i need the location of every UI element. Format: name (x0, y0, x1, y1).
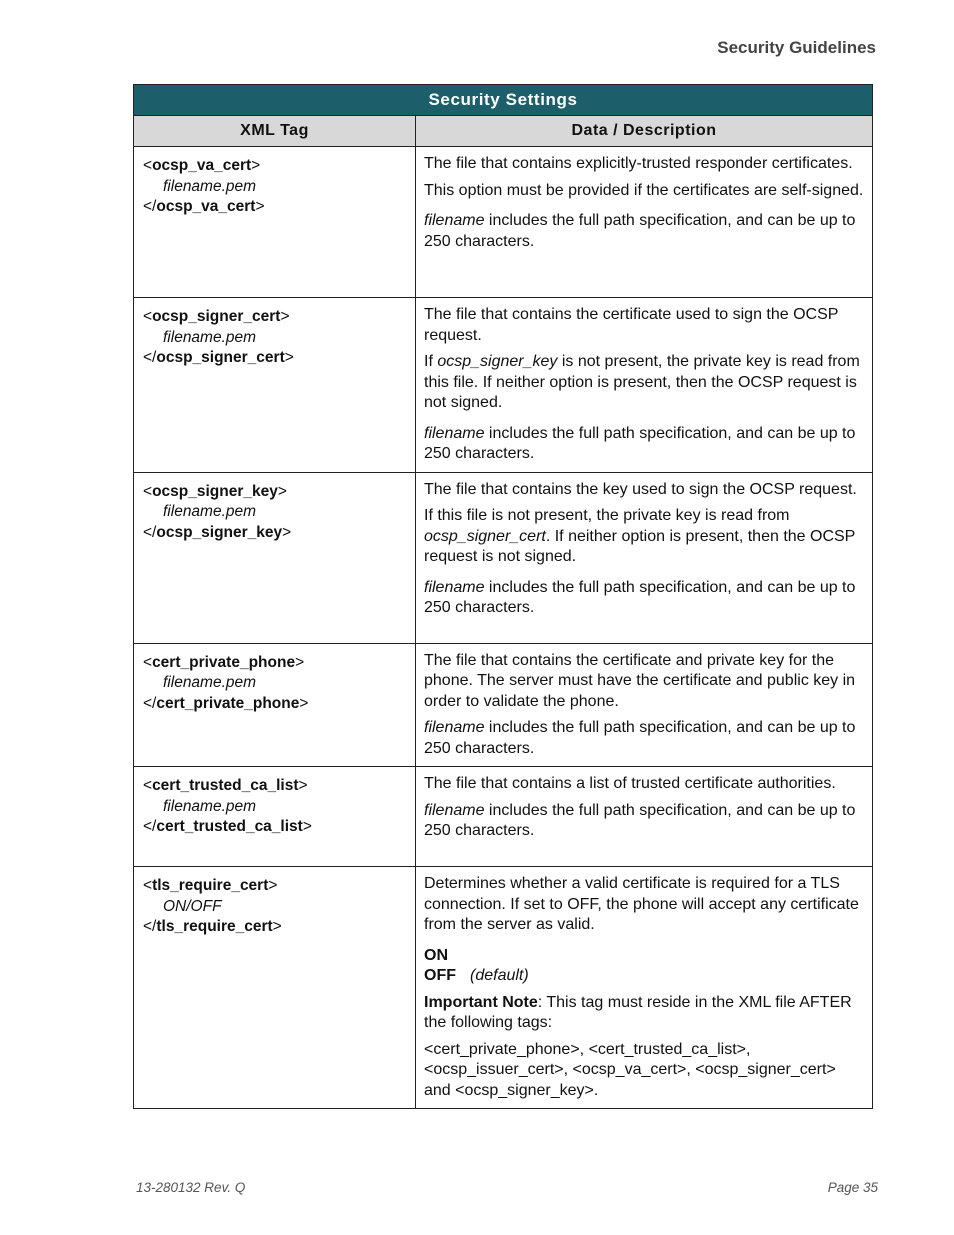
xml-open-tag: <ocsp_va_cert> (143, 157, 261, 174)
option-default: (default) (470, 967, 529, 984)
description-text: This option must be provided if the certificates are self-signed. (424, 181, 864, 199)
description-text: If this file is not present, the private key is read from ocsp_signer_cert. If neither option is present, then the OCSP request is not signed. (424, 507, 856, 565)
description-cell (416, 298, 873, 473)
document-number: 13-280132 Rev. Q (136, 1180, 246, 1195)
xml-tag-cell (134, 298, 416, 473)
xml-tag-cell (134, 867, 416, 1109)
description-cell (416, 643, 873, 767)
table-row (134, 643, 873, 767)
xml-close-tag: </cert_private_phone> (143, 694, 309, 712)
table-row (134, 767, 873, 867)
important-note: Important Note: This tag must reside in the XML file AFTER the following tags: (424, 993, 852, 1031)
table-row (134, 298, 873, 473)
table-row (134, 147, 873, 298)
description-text: Determines whether a valid certificate is required for a TLS connection. If set to OFF, the phone will accept any certificate from the server as valid. (424, 875, 859, 933)
xml-close-tag: </ocsp_va_cert> (143, 198, 265, 215)
xml-tag-cell (134, 767, 416, 867)
xml-tag-value: filename.pem (163, 674, 257, 691)
option-on: ON (424, 946, 448, 964)
required-tags-list: <cert_private_phone>, <cert_trusted_ca_list>, <ocsp_issuer_cert>, <ocsp_va_cert>, <ocsp_signer_cert> and <ocsp_signer_key>. (424, 1040, 836, 1099)
description-text: The file that contains the certificate and private key for the phone. The server must have the certificate and public key in order to validate the phone. (424, 651, 856, 710)
xml-close-tag: </cert_trusted_ca_list> (143, 818, 312, 835)
description-cell (416, 472, 873, 643)
option-list (424, 946, 864, 987)
xml-tag-cell (134, 472, 416, 643)
filename-note: filename includes the full path specification, and can be up to 250 characters. (424, 212, 856, 250)
xml-open-tag: <tls_require_cert> (143, 877, 278, 894)
xml-close-tag: </ocsp_signer_key> (143, 523, 292, 541)
filename-note: filename includes the full path specification, and can be up to 250 characters. (424, 578, 856, 616)
description-text: The file that contains the certificate used to sign the OCSP request. (424, 306, 839, 344)
description-text: The file that contains explicitly-trusted responder certificates. (424, 155, 853, 172)
xml-open-tag: <cert_private_phone> (143, 653, 305, 671)
description-cell (416, 767, 873, 867)
section-title: Security Guidelines (717, 38, 876, 57)
description-cell (416, 867, 873, 1109)
xml-open-tag: <ocsp_signer_cert> (143, 308, 290, 325)
column-header-description: Data / Description (416, 116, 873, 147)
filename-note: filename includes the full path specification, and can be up to 250 characters. (424, 424, 856, 462)
xml-open-tag: <ocsp_signer_key> (143, 482, 287, 500)
xml-close-tag: </ocsp_signer_cert> (143, 349, 294, 366)
xml-tag-cell (134, 643, 416, 767)
xml-tag-value: ON/OFF (163, 897, 222, 915)
security-settings-table (133, 84, 873, 1109)
filename-note: filename includes the full path specification, and can be up to 250 characters. (424, 719, 856, 757)
description-text: The file that contains a list of trusted certificate authorities. (424, 775, 836, 792)
xml-tag-value: filename.pem (163, 177, 257, 195)
xml-close-tag: </tls_require_cert> (143, 918, 282, 935)
description-text: If ocsp_signer_key is not present, the private key is read from this file. If neither option is present, then the OCSP request is not signed. (424, 353, 860, 411)
description-text: The file that contains the key used to sign the OCSP request. (424, 480, 857, 498)
description-cell (416, 147, 873, 298)
filename-note: filename includes the full path specification, and can be up to 250 characters. (424, 801, 856, 839)
table-row (134, 472, 873, 643)
table-row (134, 867, 873, 1109)
xml-tag-value: filename.pem (163, 797, 257, 815)
page-number: Page 35 (827, 1180, 878, 1195)
xml-tag-value: filename.pem (163, 328, 257, 346)
xml-tag-value: filename.pem (163, 503, 257, 520)
xml-tag-cell (134, 147, 416, 298)
xml-open-tag: <cert_trusted_ca_list> (143, 777, 308, 794)
table-header-row (134, 116, 873, 147)
option-off: OFF (424, 967, 456, 984)
table-title: Security Settings (134, 85, 873, 116)
table-title-row (134, 85, 873, 116)
column-header-xml-tag: XML Tag (134, 116, 416, 147)
